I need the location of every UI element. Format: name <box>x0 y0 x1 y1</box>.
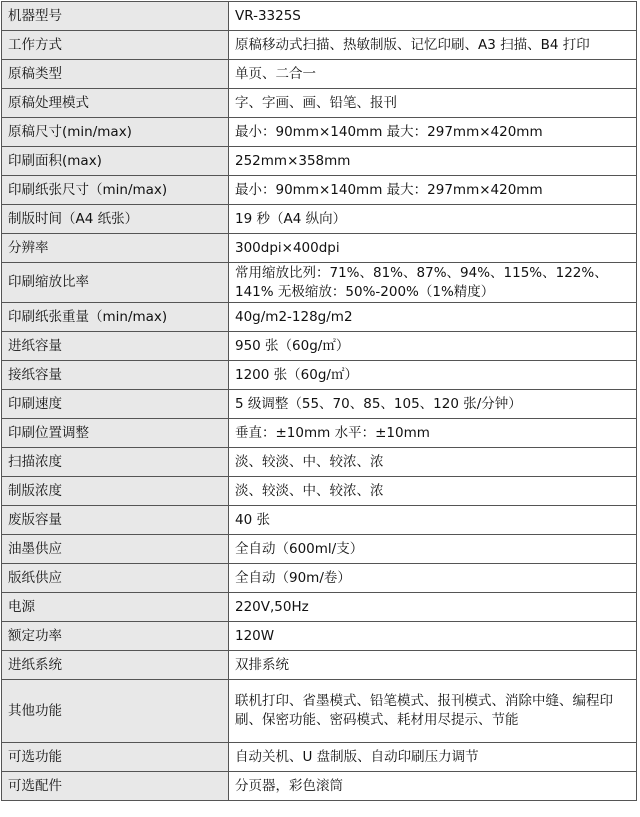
spec-value: 220V,50Hz <box>229 593 637 622</box>
table-row <box>2 535 637 564</box>
spec-label: 进纸系统 <box>2 651 229 680</box>
spec-value: 字、字画、画、铅笔、报刊 <box>229 89 637 118</box>
spec-value: 300dpi×400dpi <box>229 234 637 263</box>
table-row <box>2 176 637 205</box>
spec-label: 印刷面积(max) <box>2 147 229 176</box>
spec-value: 40 张 <box>229 506 637 535</box>
spec-label: 机器型号 <box>2 2 229 31</box>
spec-value: 联机打印、省墨模式、铅笔模式、报刊模式、消除中缝、编程印刷、保密功能、密码模式、耗材用尽提示、节能 <box>229 680 637 743</box>
table-row <box>2 390 637 419</box>
table-row <box>2 361 637 390</box>
spec-label: 印刷纸张尺寸（min/max) <box>2 176 229 205</box>
spec-value: 单页、二合一 <box>229 60 637 89</box>
spec-value: 1200 张（60g/㎡） <box>229 361 637 390</box>
spec-value: 120W <box>229 622 637 651</box>
spec-label: 油墨供应 <box>2 535 229 564</box>
spec-label: 进纸容量 <box>2 332 229 361</box>
spec-label: 额定功率 <box>2 622 229 651</box>
spec-value: VR-3325S <box>229 2 637 31</box>
spec-label: 其他功能 <box>2 680 229 743</box>
table-row <box>2 31 637 60</box>
spec-label: 印刷位置调整 <box>2 419 229 448</box>
spec-label: 版纸供应 <box>2 564 229 593</box>
table-row <box>2 419 637 448</box>
spec-value: 252mm×358mm <box>229 147 637 176</box>
table-row <box>2 680 637 743</box>
spec-label: 原稿类型 <box>2 60 229 89</box>
spec-value: 垂直：±10mm 水平：±10mm <box>229 419 637 448</box>
spec-value: 常用缩放比列：71%、81%、87%、94%、115%、122%、141% 无极缩放：50%-200%（1%精度） <box>229 263 637 303</box>
spec-value: 淡、较淡、中、较浓、浓 <box>229 477 637 506</box>
spec-label: 可选配件 <box>2 772 229 801</box>
table-row <box>2 332 637 361</box>
spec-value: 950 张（60g/㎡） <box>229 332 637 361</box>
table-row <box>2 772 637 801</box>
table-row <box>2 205 637 234</box>
table-row <box>2 564 637 593</box>
spec-value: 40g/m2-128g/m2 <box>229 303 637 332</box>
spec-value: 5 级调整（55、70、85、105、120 张/分钟） <box>229 390 637 419</box>
spec-value: 全自动（600ml/支） <box>229 535 637 564</box>
spec-label: 废版容量 <box>2 506 229 535</box>
table-row <box>2 622 637 651</box>
table-row <box>2 118 637 147</box>
spec-label: 印刷纸张重量（min/max) <box>2 303 229 332</box>
spec-value: 分页器，彩色滚筒 <box>229 772 637 801</box>
table-row <box>2 743 637 772</box>
table-row <box>2 303 637 332</box>
spec-value: 双排系统 <box>229 651 637 680</box>
spec-label: 印刷缩放比率 <box>2 263 229 303</box>
spec-label: 接纸容量 <box>2 361 229 390</box>
table-row <box>2 60 637 89</box>
spec-label: 可选功能 <box>2 743 229 772</box>
spec-label: 制版时间（A4 纸张） <box>2 205 229 234</box>
spec-label: 原稿处理模式 <box>2 89 229 118</box>
table-row <box>2 448 637 477</box>
table-row <box>2 147 637 176</box>
spec-label: 原稿尺寸(min/max) <box>2 118 229 147</box>
spec-value: 原稿移动式扫描、热敏制版、记忆印刷、A3 扫描、B4 打印 <box>229 31 637 60</box>
table-row <box>2 89 637 118</box>
table-row <box>2 651 637 680</box>
spec-label: 制版浓度 <box>2 477 229 506</box>
table-row <box>2 593 637 622</box>
table-row <box>2 234 637 263</box>
spec-label: 印刷速度 <box>2 390 229 419</box>
spec-value: 淡、较淡、中、较浓、浓 <box>229 448 637 477</box>
spec-label: 电源 <box>2 593 229 622</box>
spec-label: 扫描浓度 <box>2 448 229 477</box>
spec-value: 全自动（90m/卷） <box>229 564 637 593</box>
spec-value: 最小：90mm×140mm 最大：297mm×420mm <box>229 118 637 147</box>
spec-table <box>1 1 637 801</box>
table-row <box>2 2 637 31</box>
table-row <box>2 263 637 303</box>
spec-label: 工作方式 <box>2 31 229 60</box>
spec-value: 自动关机、U 盘制版、自动印刷压力调节 <box>229 743 637 772</box>
spec-value: 19 秒（A4 纵向） <box>229 205 637 234</box>
table-row <box>2 506 637 535</box>
spec-label: 分辨率 <box>2 234 229 263</box>
spec-value: 最小：90mm×140mm 最大：297mm×420mm <box>229 176 637 205</box>
table-row <box>2 477 637 506</box>
